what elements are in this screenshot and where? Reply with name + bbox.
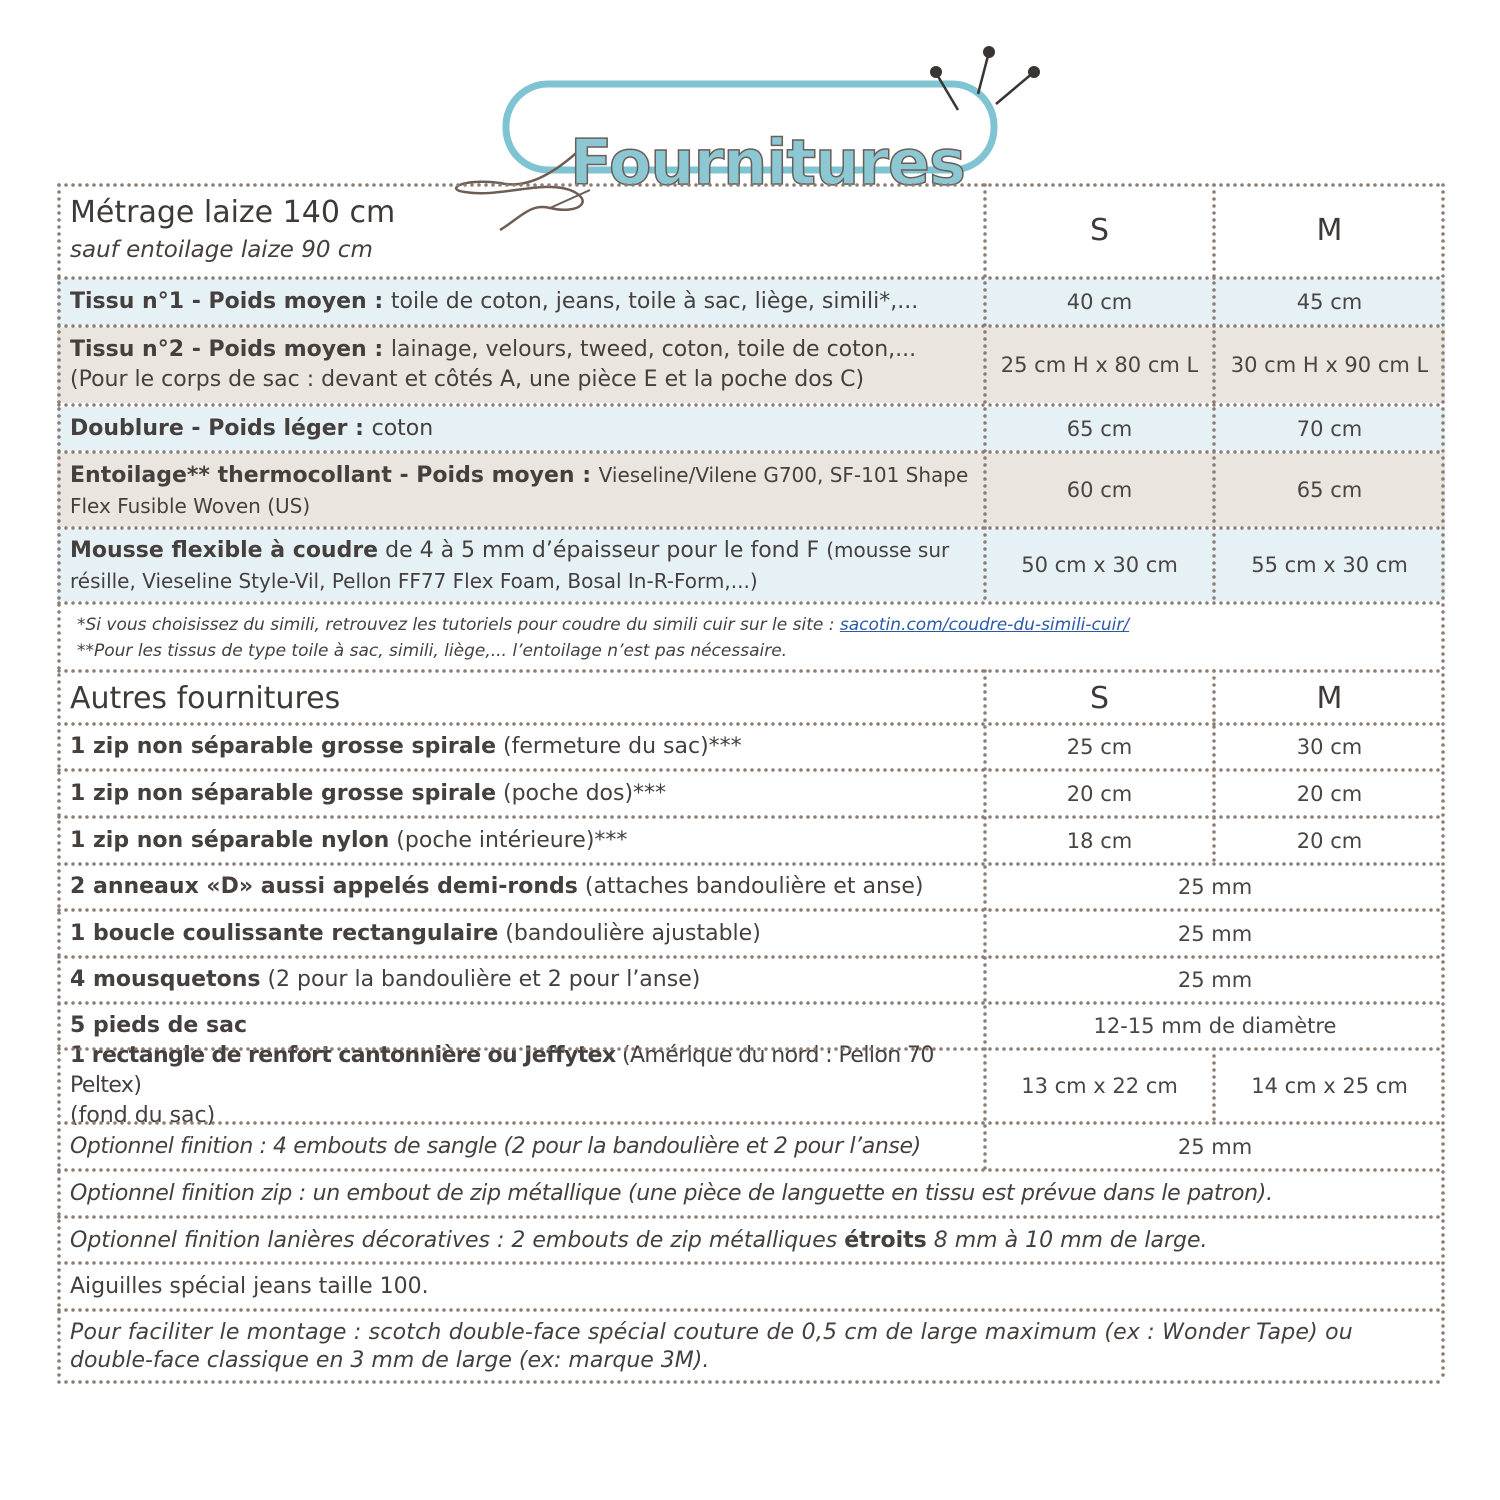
supply-size-s: 18 cm [1066,829,1133,853]
section2-header-row [57,673,1445,723]
supply-size-both: 25 mm [1177,968,1253,992]
footnotes-row [57,607,1445,669]
supply-detail: (poche intérieure)*** [389,828,628,853]
supply-size-both: 25 mm [1177,1135,1253,1159]
supply-detail: (2 pour la bandoulière et 2 pour l’anse) [260,967,701,992]
supply-desc [57,958,985,1002]
fabric-row [57,529,1445,601]
supply-desc [57,725,985,769]
full-note [57,1312,1445,1382]
simili-tutorial-link[interactable]: sacotin.com/coudre-du-simili-cuir/ [839,615,1130,635]
full-note-row [57,1219,1445,1263]
supply-size-both: 12-15 mm de diamètre [1093,1014,1337,1038]
supply-row [57,725,1445,769]
full-note-row [57,1172,1445,1216]
fabric-size-m: 55 cm x 30 cm [1251,553,1408,577]
supply-row [57,1125,1445,1169]
supply-desc [57,1043,985,1128]
supplies-table [57,183,1445,1385]
fabric-size-s: 65 cm [1066,417,1133,441]
fabric-detail: toile de coton, jeans, toile à sac, liège, simili*,... [390,289,919,314]
fabric-size-s: 60 cm [1066,478,1133,502]
supply-row [57,958,1445,1002]
supply-name: 1 zip non séparable grosse spirale [70,781,497,806]
fabric-detail: (mousse sur [826,537,950,562]
fabric-name: Doublure - Poids léger [70,416,348,441]
fabric-size-s: 40 cm [1066,290,1133,314]
supply-detail: (attaches bandoulière et anse) [577,874,924,899]
supply-size-m: 20 cm [1296,829,1363,853]
fabric-detail-line2: Flex Fusible Woven (US) [70,493,311,518]
full-note-text: Optionnel finition lanières décoratives : 2 embouts de zip métalliques [70,1228,845,1253]
supply-detail: Optionnel finition : 4 embouts de sangle (2 pour la bandoulière et 2 pour l’anse) [70,1134,921,1159]
col-m-header: M [1316,680,1343,716]
full-note [57,1172,1445,1216]
fabric-detail: lainage, velours, tweed, coton, toile de coton,... [390,337,917,362]
full-note-text: Optionnel finition zip : un embout de zip métallique (une pièce de languette en tissu est prévue dans le patron). [70,1181,1273,1206]
supply-name: 4 mousquetons [70,967,261,992]
fabric-name: Tissu n°2 - Poids moyen [70,337,367,362]
full-note-row [57,1312,1445,1382]
fabric-detail-line2: résille, Vieseline Style-Vil, Pellon FF77 Flex Foam, Bosal In-R-Form,...) [70,568,758,593]
full-note-text: 8 mm à 10 mm de large. [926,1228,1208,1253]
supply-name: 5 pieds de sac [70,1013,247,1038]
fabric-desc [57,529,985,601]
supply-detail: (poche dos)*** [496,781,667,806]
supply-name: 1 rectangle de renfort cantonnière ou Jeffytex [70,1043,616,1068]
supply-size-s: 13 cm x 22 cm [1021,1074,1178,1098]
fabric-sep: : [347,416,372,441]
fabric-sep: : [366,337,391,362]
full-note [57,1265,1445,1309]
supply-size-both: 25 mm [1177,922,1253,946]
supply-size-s: 20 cm [1066,782,1133,806]
supply-detail-line2: (fond du sac) [70,1103,216,1128]
fabric-desc [57,279,985,325]
section1-heading-cell [57,183,985,277]
fabric-size-s: 50 cm x 30 cm [1021,553,1178,577]
supply-row [57,772,1445,816]
supply-detail: (fermeture du sac)*** [496,734,742,759]
supply-size-m: 14 cm x 25 cm [1251,1074,1408,1098]
full-note-row [57,1265,1445,1309]
col-s-header: S [1089,212,1110,248]
footnotes-cell [57,607,1445,669]
supply-size-both: 25 mm [1177,875,1253,899]
supply-desc [57,1125,985,1169]
col-m-header: M [1316,212,1343,248]
tape-tip-line2: double-face classique en 3 mm de large (ex: marque 3M). [70,1348,710,1373]
section1-subheading: sauf entoilage laize 90 cm [70,237,373,263]
section2-heading: Autres fournitures [70,680,341,716]
section1-header-row [57,183,1445,277]
fabric-size-m: 70 cm [1296,417,1363,441]
fabric-row [57,453,1445,527]
fabric-name: Entoilage** thermocollant - Poids moyen [70,462,575,488]
supply-desc [57,819,985,863]
fabric-desc [57,327,985,403]
full-note-text: Aiguilles spécial jeans taille 100. [70,1274,429,1299]
full-note-bold: étroits [844,1228,927,1253]
fabric-detail-line2: (Pour le corps de sac : devant et côtés A, une pièce E et la poche dos C) [70,367,865,392]
fabric-size-s: 25 cm H x 80 cm L [1000,353,1199,377]
supply-row [57,912,1445,956]
supply-desc [57,772,985,816]
footnote-2: **Pour les tissus de type toile à sac, simili, liège,... l’entoilage n’est pas nécessaire. [77,641,788,661]
supply-size-s: 25 cm [1066,735,1133,759]
supply-name: 1 zip non séparable nylon [70,828,390,853]
fabric-detail: Vieseline/Vilene G700, SF-101 Shape [598,462,969,487]
fabric-row [57,327,1445,403]
supply-name: 1 zip non séparable grosse spirale [70,734,497,759]
fabric-row [57,407,1445,451]
fabric-size-m: 45 cm [1296,290,1363,314]
fabric-sep: : [574,462,599,488]
fabric-desc [57,407,985,451]
supply-detail: (bandoulière ajustable) [498,921,761,946]
full-note [57,1219,1445,1263]
supply-desc [57,865,985,909]
fabric-sep: de 4 à 5 mm d’épaisseur pour le fond F [378,537,827,563]
supply-name: 1 boucle coulissante rectangulaire [70,921,499,946]
col-s-header: S [1089,680,1110,716]
fabric-size-m: 30 cm H x 90 cm L [1230,353,1429,377]
section1-heading: Métrage laize 140 cm [70,195,396,230]
fabric-detail: coton [371,416,434,441]
fabric-name: Tissu n°1 - Poids moyen [70,289,367,314]
supply-size-m: 20 cm [1296,782,1363,806]
supply-size-m: 30 cm [1296,735,1363,759]
page-title: Fournitures [570,126,965,199]
supply-desc [57,912,985,956]
fabric-name: Mousse flexible à coudre [70,537,379,563]
supply-name: 2 anneaux «D» aussi appelés demi-ronds [70,874,578,899]
supply-row [57,1043,1445,1128]
tape-tip-line1: Pour faciliter le montage : scotch double-face spécial couture de 0,5 cm de large maximum (ex : Wonder Tape) ou [70,1320,1353,1345]
supply-row [57,819,1445,863]
footnote-1: *Si vous choisissez du simili, retrouvez les tutoriels pour coudre du simili cuir sur le site : [77,615,840,635]
supply-detail: (Amérique du nord : Pellon 70 Peltex) [70,1043,934,1098]
fabric-desc [57,453,985,527]
supply-row [57,865,1445,909]
fabric-row [57,279,1445,325]
fabric-sep: : [366,289,391,314]
fabric-size-m: 65 cm [1296,478,1363,502]
